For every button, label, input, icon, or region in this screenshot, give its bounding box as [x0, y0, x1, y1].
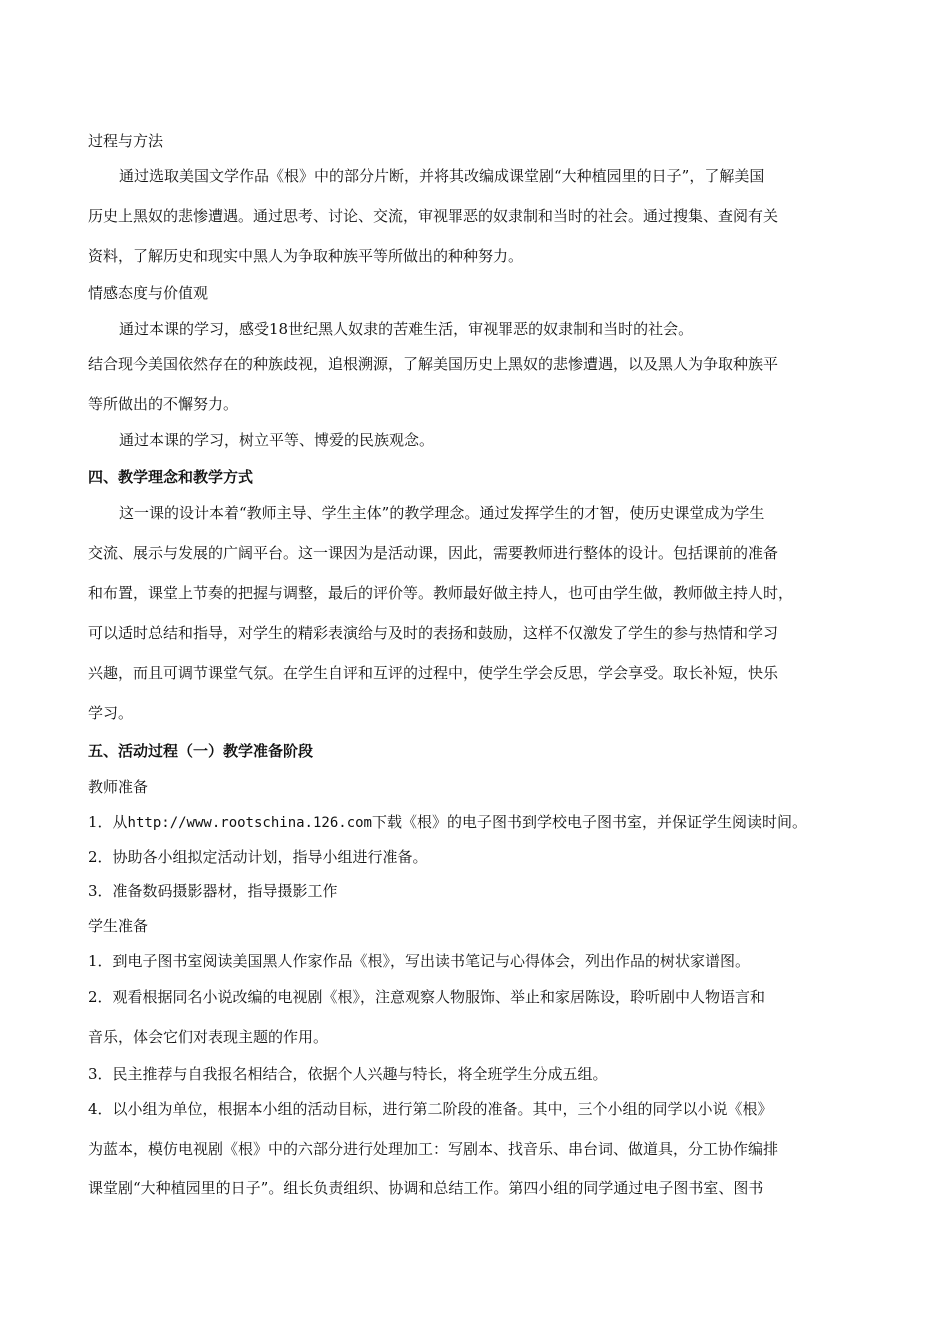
list-item-continuation: 为蓝本，模仿电视剧《根》中的六部分进行处理加工：写剧本、找音乐、串台词、做道具，分工协作编排 — [88, 1140, 779, 1158]
paragraph-line: 这一课的设计本着“教师主导、学生主体”的教学理念。通过发挥学生的才智，使历史课堂成为学生 — [119, 504, 765, 522]
list-item-continuation: 课堂剧“大种植园里的日子”。组长负责组织、协调和总结工作。第四小组的同学通过电子图书室、图书 — [88, 1179, 764, 1197]
section-heading: 四、教学理念和教学方式 — [88, 468, 254, 486]
section-label-process-method: 过程与方法 — [88, 132, 164, 150]
list-item-prefix: 1．从 — [88, 813, 128, 831]
paragraph-line: 通过本课的学习，感受18世纪黑人奴隶的苦难生活，审视罪恶的奴隶制和当时的社会。 — [119, 320, 694, 338]
paragraph-line: 通过本课的学习，树立平等、博爱的民族观念。 — [119, 431, 435, 449]
paragraph-line: 兴趣，而且可调节课堂气氛。在学生自评和互评的过程中，使学生学会反思，学会享受。取长补短，快乐 — [88, 664, 779, 682]
list-item-continuation: 音乐，体会它们对表现主题的作用。 — [88, 1028, 329, 1046]
list-item: 2．观看根据同名小说改编的电视剧《根》，注意观察人物服饰、举止和家居陈设，聆听剧中人物语言和 — [88, 988, 766, 1006]
list-item: 3．准备数码摄影器材，指导摄影工作 — [88, 882, 338, 900]
list-item — [88, 811, 807, 832]
list-item-text: 下载《根》的电子图书到学校电子图书室，并保证学生阅读时间。 — [371, 813, 807, 831]
list-item: 3．民主推荐与自我报名相结合，依据个人兴趣与特长，将全班学生分成五组。 — [88, 1065, 608, 1083]
paragraph-line: 通过选取美国文学作品《根》中的部分片断，并将其改编成课堂剧“大种植园里的日子”，了解美国 — [119, 167, 765, 185]
subsection-label-student: 学生准备 — [88, 917, 149, 935]
download-url: http://www.rootschina.126.com — [127, 815, 372, 831]
paragraph-line: 资料，了解历史和现实中黑人为争取种族平等所做出的种种努力。 — [88, 247, 524, 265]
paragraph-line: 结合现今美国依然存在的种族歧视，追根溯源，了解美国历史上黑奴的悲惨遭遇，以及黑人为争取种族平 — [88, 355, 779, 373]
paragraph-line: 历史上黑奴的悲惨遭遇。通过思考、讨论、交流，审视罪恶的奴隶制和当时的社会。通过搜集、查阅有关 — [88, 207, 779, 225]
section-label-emotion-values: 情感态度与价值观 — [88, 284, 209, 302]
section-heading: 五、活动过程（一）教学准备阶段 — [88, 742, 314, 760]
list-item: 2．协助各小组拟定活动计划，指导小组进行准备。 — [88, 848, 428, 866]
paragraph-line: 学习。 — [88, 704, 134, 722]
paragraph-line: 可以适时总结和指导，对学生的精彩表演给与及时的表扬和鼓励，这样不仅激发了学生的参与热情和学习 — [88, 624, 779, 642]
paragraph-line: 和布置，课堂上节奏的把握与调整，最后的评价等。教师最好做主持人，也可由学生做，教师做主持人时， — [88, 584, 794, 602]
list-item: 4．以小组为单位，根据本小组的活动目标，进行第二阶段的准备。其中，三个小组的同学以小说《根》 — [88, 1100, 773, 1118]
paragraph-line: 交流、展示与发展的广阔平台。这一课因为是活动课，因此，需要教师进行整体的设计。包括课前的准备 — [88, 544, 779, 562]
subsection-label-teacher: 教师准备 — [88, 778, 149, 796]
list-item: 1．到电子图书室阅读美国黑人作家作品《根》，写出读书笔记与心得体会，列出作品的树状家谱图。 — [88, 952, 751, 970]
paragraph-line: 等所做出的不懈努力。 — [88, 395, 239, 413]
